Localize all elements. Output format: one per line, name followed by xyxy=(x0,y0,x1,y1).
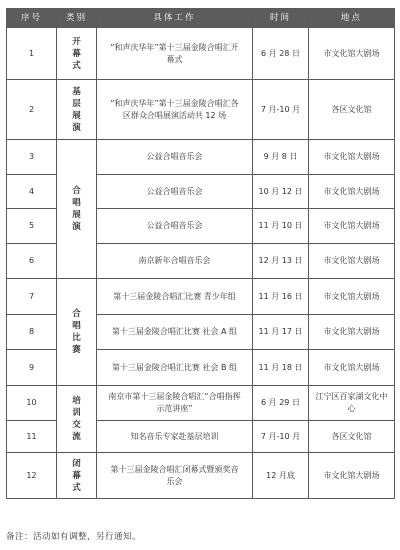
work-cell: 公益合唱音乐会 xyxy=(97,209,253,244)
row-no: 4 xyxy=(7,175,57,209)
schedule-table xyxy=(6,8,395,499)
time-cell: 11 月 18 日 xyxy=(253,350,309,386)
place-cell: 市文化馆大剧场 xyxy=(309,209,395,244)
row-no: 1 xyxy=(7,28,57,80)
time-cell: 6 月 28 日 xyxy=(253,28,309,80)
work-cell: 南京市第十三届金陵合唱汇“合唱指挥示范讲座” xyxy=(97,386,253,421)
row-no: 8 xyxy=(7,315,57,350)
place-cell: 市文化馆大剧场 xyxy=(309,140,395,175)
work-cell: 公益合唱音乐会 xyxy=(97,175,253,209)
time-cell: 9 月 8 日 xyxy=(253,140,309,175)
row-no: 7 xyxy=(7,279,57,315)
place-cell: 各区文化馆 xyxy=(309,80,395,140)
work-cell: 知名音乐专家赴基层培训 xyxy=(97,421,253,453)
row-no: 5 xyxy=(7,209,57,244)
header-no: 序号 xyxy=(7,9,57,28)
table-row xyxy=(7,386,395,421)
time-cell: 12 月 13 日 xyxy=(253,244,309,279)
row-no: 2 xyxy=(7,80,57,140)
row-no: 10 xyxy=(7,386,57,421)
work-cell: “和声庆华年”第十三届金陵合唱汇各区群众合唱展演活动共 12 场 xyxy=(97,80,253,140)
work-cell: 第十三届金陵合唱汇比赛 社会 B 组 xyxy=(97,350,253,386)
time-cell: 10 月 12 日 xyxy=(253,175,309,209)
time-cell: 7 月-10 月 xyxy=(253,421,309,453)
header-place: 地点 xyxy=(309,9,395,28)
category-cell xyxy=(57,386,97,453)
row-no: 9 xyxy=(7,350,57,386)
table-row xyxy=(7,140,395,175)
footnote: 备注：活动如有调整，另行通知。 xyxy=(6,532,142,542)
row-no: 3 xyxy=(7,140,57,175)
place-cell: 市文化馆大剧场 xyxy=(309,453,395,499)
place-cell: 市文化馆大剧场 xyxy=(309,350,395,386)
header-work: 具体工作 xyxy=(97,9,253,28)
schedule-table-wrapper xyxy=(6,8,394,499)
place-cell: 各区文化馆 xyxy=(309,421,395,453)
work-cell: “和声庆华年”第十三届金陵合唱汇开幕式 xyxy=(97,28,253,80)
time-cell: 11 月 17 日 xyxy=(253,315,309,350)
time-cell: 12 月底 xyxy=(253,453,309,499)
work-cell: 南京新年合唱音乐会 xyxy=(97,244,253,279)
header-time: 时间 xyxy=(253,9,309,28)
header-category: 类别 xyxy=(57,9,97,28)
work-cell: 公益合唱音乐会 xyxy=(97,140,253,175)
table-row xyxy=(7,453,395,499)
category-cell xyxy=(57,140,97,279)
category-cell xyxy=(57,453,97,499)
table-row xyxy=(7,279,395,315)
category-label: 基层展演 xyxy=(72,86,81,133)
work-cell: 第十三届金陵合唱汇比赛 社会 A 组 xyxy=(97,315,253,350)
time-cell: 6 月 29 日 xyxy=(253,386,309,421)
time-cell: 7 月-10 月 xyxy=(253,80,309,140)
category-cell xyxy=(57,28,97,80)
place-cell: 市文化馆大剧场 xyxy=(309,28,395,80)
category-label: 开幕式 xyxy=(72,36,81,71)
place-cell: 市文化馆大剧场 xyxy=(309,244,395,279)
category-cell xyxy=(57,80,97,140)
table-header-row xyxy=(7,9,395,28)
place-cell: 市文化馆大剧场 xyxy=(309,175,395,209)
category-label: 闭幕式 xyxy=(72,458,81,493)
place-cell: 市文化馆大剧场 xyxy=(309,279,395,315)
time-cell: 11 月 10 日 xyxy=(253,209,309,244)
category-label: 培训交流 xyxy=(72,396,81,442)
category-cell xyxy=(57,279,97,386)
work-cell: 第十三届金陵合唱汇比赛 青少年组 xyxy=(97,279,253,315)
row-no: 6 xyxy=(7,244,57,279)
row-no: 12 xyxy=(7,453,57,499)
place-cell: 江宁区百家湖文化中心 xyxy=(309,386,395,421)
work-cell: 第十三届金陵合唱汇闭幕式暨颁奖音乐会 xyxy=(97,453,253,499)
time-cell: 11 月 16 日 xyxy=(253,279,309,315)
category-label: 合唱展演 xyxy=(72,186,81,232)
row-no: 11 xyxy=(7,421,57,453)
table-row xyxy=(7,80,395,140)
place-cell: 市文化馆大剧场 xyxy=(309,315,395,350)
table-row xyxy=(7,28,395,80)
category-label: 合唱比赛 xyxy=(72,309,81,355)
